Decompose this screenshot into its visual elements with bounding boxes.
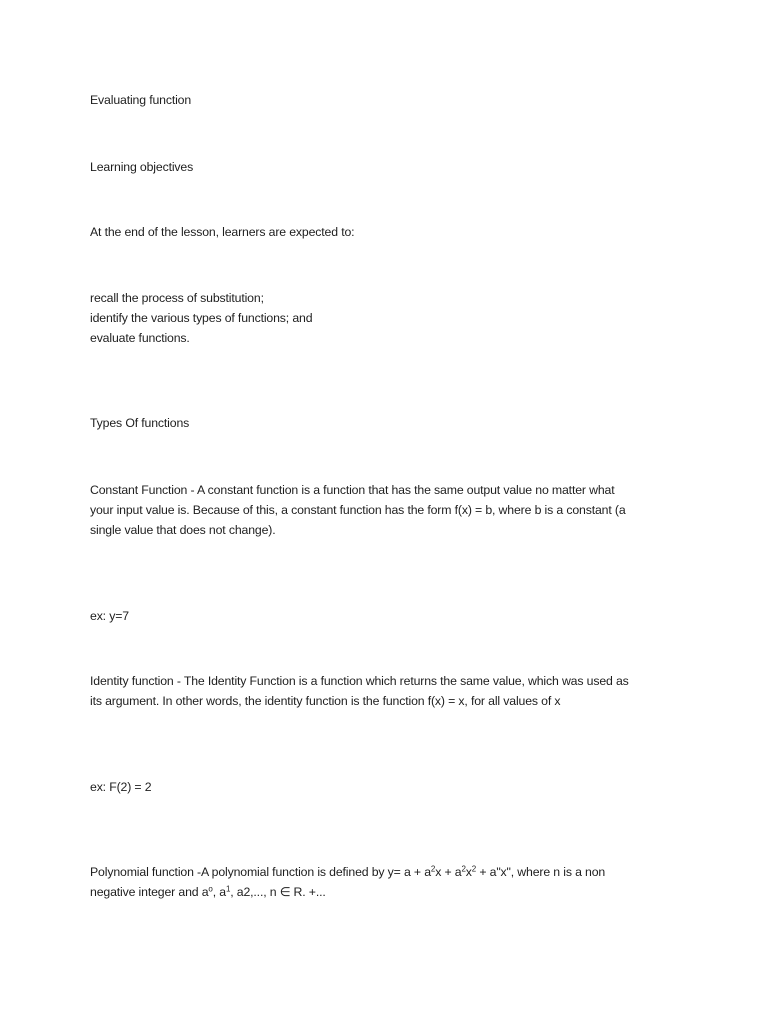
superscript: o — [208, 884, 213, 894]
objective-item: identify the various types of functions; and — [90, 310, 313, 325]
objectives-list — [90, 289, 680, 348]
paragraph-line: single value that does not change). — [90, 522, 276, 537]
text: negative integer and a — [90, 884, 209, 899]
superscript: 1 — [225, 884, 231, 894]
superscript: 2 — [430, 864, 436, 874]
text: , a2,..., n ∈ R. +... — [230, 884, 326, 899]
document-title: Evaluating function — [90, 93, 192, 107]
paragraph-line: Identity function - The Identity Function is a function which returns the same value, which was used as — [90, 674, 629, 688]
text: x — [465, 865, 472, 879]
identity-function-paragraph — [90, 672, 680, 712]
text: x + a — [435, 865, 462, 879]
paragraph-line: Constant Function - A constant function is a function that has the same output value no matter what — [90, 483, 615, 497]
superscript: 2 — [471, 864, 477, 874]
paragraph-line: your input value is. Because of this, a constant function has the form f(x) = b, where b is a constant (a — [90, 502, 626, 517]
types-heading: Types Of functions — [90, 416, 190, 430]
superscript: 2 — [461, 864, 466, 874]
identity-example: ex: F(2) = 2 — [90, 780, 152, 794]
objective-item: evaluate functions. — [90, 330, 190, 345]
polynomial-function-paragraph — [90, 863, 680, 903]
objectives-heading: Learning objectives — [90, 160, 194, 174]
paragraph-line: its argument. In other words, the identity function is the function f(x) = x, for all values of x — [90, 693, 561, 708]
paragraph-line — [90, 863, 680, 883]
objectives-intro: At the end of the lesson, learners are expected to: — [90, 225, 355, 239]
paragraph-line — [90, 883, 680, 903]
constant-function-paragraph — [90, 481, 680, 540]
text: Polynomial function -A polynomial function is defined by y= a + a — [90, 865, 431, 879]
constant-example: ex: y=7 — [90, 609, 129, 623]
text: , a — [212, 884, 226, 899]
objective-item: recall the process of substitution; — [90, 291, 264, 305]
text: + a"x", where n is a non — [476, 865, 606, 879]
